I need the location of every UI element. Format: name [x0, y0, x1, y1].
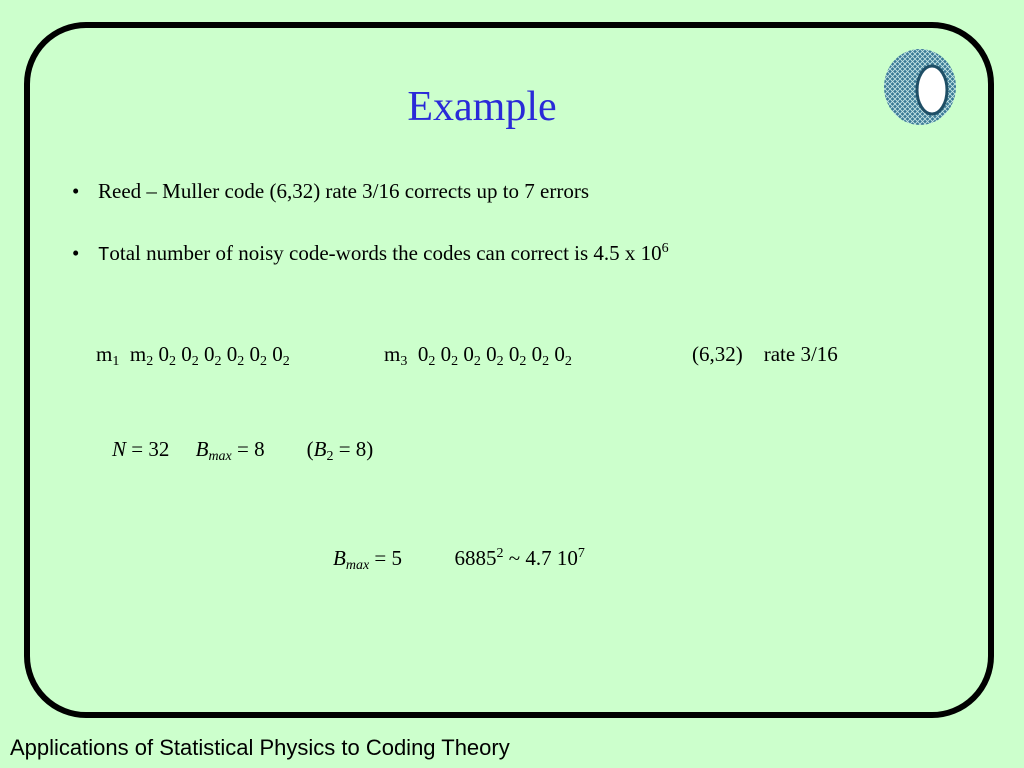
bullet-marker: • — [72, 241, 80, 265]
result-row: $B_{max} = 5$ 6885$^2$ ~ 4.7 $10^7$ — [333, 546, 585, 573]
codeword-row-left: $m_1$ $m_2$ $0_2$ $0_2$ $0_2$ $0_2$ $0_2$ $0_2$ — [96, 342, 290, 369]
bullet-exponent: 6 — [661, 241, 669, 256]
bullet-total-codewords — [72, 241, 669, 266]
code-parameters: (6,32) rate 3/16 — [692, 342, 838, 366]
bullet-text: Reed – Muller code (6,32) rate 3/16 corrects up to 7 errors — [98, 179, 589, 203]
codeword-row-right: $m_3$ $0_2$ $0_2$ $0_2$ $0_2$ $0_2$ $0_2$ $0_2$ — [384, 342, 572, 369]
bullet-initial: T — [98, 244, 110, 266]
parameters-row: N = 32 $B_{max} = 8$ $(B_2 = 8)$ — [112, 437, 374, 464]
bullet-text: otal number of noisy code-words the codes can correct is 4.5 x 10 — [109, 241, 662, 265]
bullet-reed-muller — [72, 179, 589, 204]
bullet-marker: • — [72, 179, 80, 203]
footer-text: Applications of Statistical Physics to Coding Theory — [10, 735, 510, 760]
slide-title: Example — [407, 84, 557, 130]
